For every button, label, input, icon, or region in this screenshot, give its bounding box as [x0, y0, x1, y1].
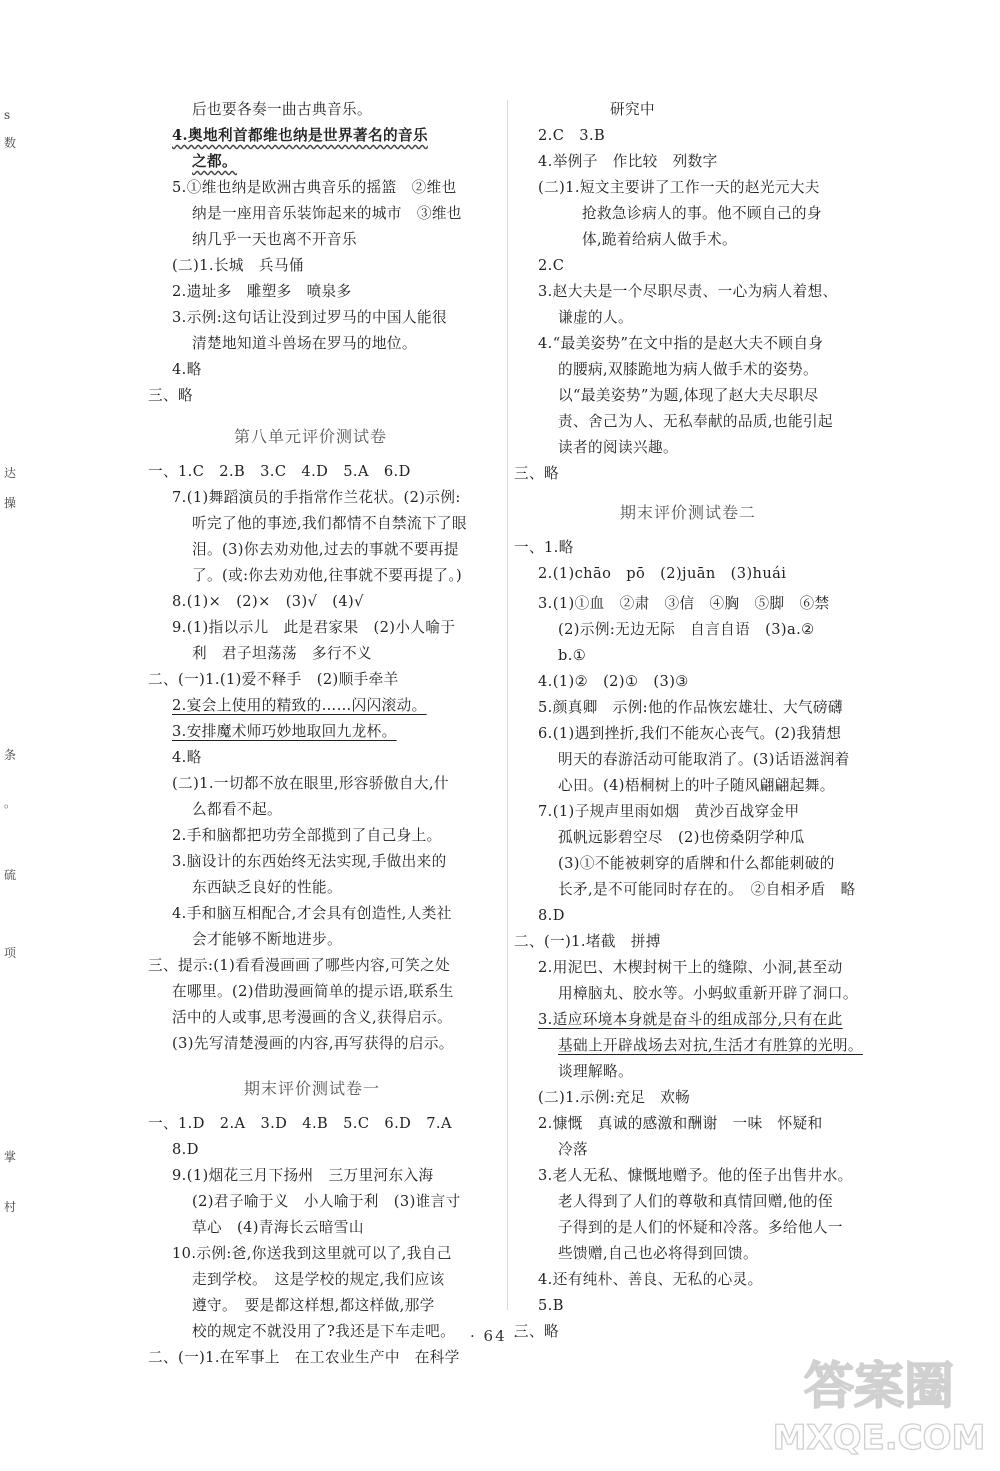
answer-line: 遵守。 要是都这样想,都这样做,那学 [192, 1297, 435, 1314]
answer-line: 4.手和脑互相配合,才会具有创造性,人类社 [172, 905, 452, 922]
answer-line: 3.赵大夫是一个尽职尽责、一心为病人着想、 [538, 283, 838, 300]
answer-line: 7.(1)舞蹈演员的手指常作兰花状。(2)示例: [172, 489, 461, 506]
underlined-text: 基础上开辟战场去对抗,生活才有胜算的光明。 [558, 1037, 863, 1054]
watermark-icon [764, 1343, 994, 1463]
answer-line: 5.B [538, 1297, 564, 1314]
answer-line: 纳是一座用音乐装饰起来的城市 ③维也 [192, 205, 462, 222]
answer-line: 二、(一)1.(1)爱不释手 (2)顺手牵羊 [148, 671, 399, 688]
underlined-text: 4.奥地利首都维也纳是世界著名的音乐 [172, 127, 428, 144]
margin-mark: 村 [4, 1200, 17, 1214]
answer-line [172, 126, 428, 146]
answer-line: 3.老人无私、慷慨地赠予。他的侄子出售井水。 [538, 1167, 853, 1184]
answer-line: 3.示例:这句话让没到过罗马的中国人能很 [172, 309, 447, 326]
answer-line: 2.手和脑都把功劳全部揽到了自己身上。 [172, 827, 442, 844]
margin-mark: 数 [4, 136, 17, 150]
answer-line: 二、(一)1.在军事上 在工农业生产中 在科学 [148, 1349, 460, 1366]
answer-line: 体,跪着给病人做手术。 [582, 231, 737, 248]
answer-line [538, 1010, 843, 1030]
answer-line: 2.C [538, 257, 565, 274]
answer-line: 三、略 [514, 465, 559, 482]
margin-mark: 条 [4, 748, 17, 762]
answer-line: 2.慷慨 真诚的感激和酬谢 一味 怀疑和 [538, 1115, 823, 1132]
answer-line: 4.略 [172, 361, 202, 378]
answer-line: (2)示例:无边无际 自言自语 (3)a.② [558, 621, 815, 638]
underlined-text: 3.安排魔术师巧妙地取回九龙杯。 [172, 723, 397, 740]
answer-line: 么都看不起。 [192, 801, 282, 818]
section-heading: 第八单元评价测试卷 [234, 427, 388, 446]
answer-line [558, 1036, 863, 1056]
answer-line: 利 君子坦荡荡 多行不义 [192, 645, 372, 662]
answer-line: 后也要各奏一曲古典音乐。 [192, 101, 372, 118]
answer-line [172, 722, 397, 742]
answer-line: 2.遗址多 雕塑多 喷泉多 [172, 283, 352, 300]
answer-line: (二)1.短文主要讲了工作一天的赵光元大夫 [538, 179, 820, 196]
answer-line: 谈理解略。 [558, 1063, 633, 1080]
answer-line: 9.(1)指以示儿 此是君家果 (2)小人喻于 [172, 619, 456, 636]
answer-line [172, 696, 427, 716]
answer-line: 些馈赠,自己也必将得到回馈。 [558, 1245, 758, 1262]
answer-line: 4.“最美姿势”在文中指的是赵大夫不顾自身 [538, 335, 824, 352]
answer-line: 在哪里。(2)借助漫画简单的提示语,联系生 [172, 983, 454, 1000]
answer-line: 纳几乎一天也离不开音乐 [192, 231, 357, 248]
answer-line: 3.(1)①血 ②肃 ③信 ④胸 ⑤脚 ⑥禁 [538, 595, 830, 612]
underlined-text: 之都。 [192, 153, 237, 170]
margin-mark: 掌 [4, 1150, 17, 1164]
answer-line: b.① [558, 647, 587, 664]
answer-line: 会才能够不断地进步。 [192, 931, 342, 948]
answer-line: (二)1.一切都不放在眼里,形容骄傲自大,什 [172, 775, 449, 792]
answer-line: 10.示例:爸,你送我到这里就可以了,我自己 [172, 1245, 452, 1262]
answer-line: 4.略 [172, 749, 202, 766]
answer-line: 长矛,是不可能同时存在的。 ②自相矛盾 略 [558, 881, 856, 898]
underlined-text: 2.宴会上使用的精致的……闪闪滚动。 [172, 697, 427, 714]
answer-line: 三、略 [514, 1323, 559, 1340]
answer-line [192, 152, 237, 172]
answer-line: 活中的人或事,思考漫画的含义,获得启示。 [172, 1009, 452, 1026]
section-heading: 期末评价测试卷二 [620, 503, 757, 522]
margin-mark: 硫 [4, 868, 17, 882]
answer-line: 读者的阅读兴趣。 [558, 439, 678, 456]
answer-line: 清楚地知道斗兽场在罗马的地位。 [192, 335, 417, 352]
answer-line: 4.还有纯朴、善良、无私的心灵。 [538, 1271, 763, 1288]
section-heading: 期末评价测试卷一 [244, 1079, 381, 1098]
answer-line: 4.举例子 作比较 列数字 [538, 153, 718, 170]
answer-line: 谦虚的人。 [558, 309, 633, 326]
answer-line: 的腰病,双膝跪地为病人做手术的姿势。 [558, 361, 818, 378]
answer-line: (3)先写清楚漫画的内容,再写获得的启示。 [172, 1035, 454, 1052]
watermark-logo [764, 1343, 994, 1463]
answer-line: 5.颜真卿 示例:他的作品恢宏雄壮、大气磅礴 [538, 699, 843, 716]
answer-line: 责、舍己为人、无私奉献的品质,也能引起 [558, 413, 833, 430]
answer-line: 心田。(4)梧桐树上的叶子随风翩翩起舞。 [558, 777, 835, 794]
answer-line: 用樟脑丸、胶水等。小蚂蚁重新开辟了洞口。 [558, 985, 858, 1002]
answer-line: (二)1.示例:充足 欢畅 [538, 1089, 691, 1106]
answer-line: 二、(一)1.堵截 拼搏 [514, 933, 661, 950]
margin-mark: 项 [4, 946, 17, 960]
answer-line: 7.(1)子规声里雨如烟 黄沙百战穿金甲 [538, 803, 800, 820]
answer-line: 三、略 [148, 387, 193, 404]
margin-mark: 操 [4, 496, 17, 510]
answer-line: 3.脑设计的东西始终无法实现,手做出来的 [172, 853, 447, 870]
answer-line: 8.(1)× (2)× (3)√ (4)√ [172, 593, 364, 610]
underlined-text: 3.适应环境本身就是奋斗的组成部分,只有在此 [538, 1011, 843, 1028]
answer-line: 孤帆远影碧空尽 (2)也傍桑阴学种瓜 [558, 829, 805, 846]
answer-line: 8.D [538, 907, 565, 924]
answer-line: 2.C 3.B [538, 127, 606, 144]
answer-line: 以“最美姿势”为题,体现了赵大夫尽职尽 [558, 387, 819, 404]
answer-line: 研究中 [610, 101, 655, 118]
page-number: · 64 · [470, 1327, 521, 1345]
answer-line: 泪。(3)你去劝劝他,过去的事就不要再提 [192, 541, 459, 558]
answer-line: 校的规定不就没用了?我还是下车走吧。 [192, 1323, 456, 1340]
answer-line: 2.用泥巴、木楔封树干上的缝隙、小洞,甚至动 [538, 959, 843, 976]
answer-line: 东西缺乏良好的性能。 [192, 879, 342, 896]
answer-line: 9.(1)烟花三月下扬州 三万里河东入海 [172, 1167, 434, 1184]
answer-line: 冷落 [558, 1141, 588, 1158]
answer-line: 6.(1)遇到挫折,我们不能灰心丧气。(2)我猜想 [538, 725, 842, 742]
answer-line: 一、1.D 2.A 3.D 4.B 5.C 6.D 7.A [148, 1115, 452, 1132]
answer-line: 一、1.略 [514, 539, 574, 556]
answer-line: 听完了他的事迹,我们都情不自禁流下了眼 [192, 515, 467, 532]
answer-line: 草心 (4)青海长云暗雪山 [192, 1219, 364, 1236]
answer-line: (2)君子喻于义 小人喻于利 (3)谁言寸 [192, 1193, 461, 1210]
watermark-text-cn: 答案圈 [804, 1357, 954, 1415]
answer-line: 了。(或:你去劝劝他,往事就不要再提了。) [192, 567, 463, 584]
answer-line: (3)①不能被刺穿的盾牌和什么都能刺破的 [558, 855, 835, 872]
answer-line: 4.(1)② (2)① (3)③ [538, 673, 689, 690]
column-divider [507, 100, 508, 1310]
answer-line: 明天的春游活动可能取消了。(3)话语滋润着 [558, 751, 850, 768]
answer-line: 5.①维也纳是欧洲古典音乐的摇篮 ②维也 [172, 179, 457, 196]
answer-line: 老人得到了人们的尊敬和真情回赠,他的侄 [558, 1193, 833, 1210]
watermark-text-url: MXQE.COM [772, 1418, 986, 1458]
answer-line: 一、1.C 2.B 3.C 4.D 5.A 6.D [148, 463, 411, 480]
answer-line: 走到学校。 这是学校的规定,我们应该 [192, 1271, 445, 1288]
margin-mark: 达 [4, 466, 17, 480]
answer-line: (二)1.长城 兵马俑 [172, 257, 304, 274]
answer-line: 8.D [172, 1141, 199, 1158]
answer-line: 2.(1)chāo pō (2)juān (3)huái [538, 565, 787, 582]
margin-mark: 。 [4, 796, 17, 810]
answer-line: 三、提示:(1)看看漫画画了哪些内容,可笑之处 [148, 957, 451, 974]
margin-mark: s [4, 108, 11, 122]
answer-line: 子得到的是人们的怀疑和冷落。多给他人一 [558, 1219, 843, 1236]
answer-line: 抢救急诊病人的事。他不顾自己的身 [582, 205, 822, 222]
